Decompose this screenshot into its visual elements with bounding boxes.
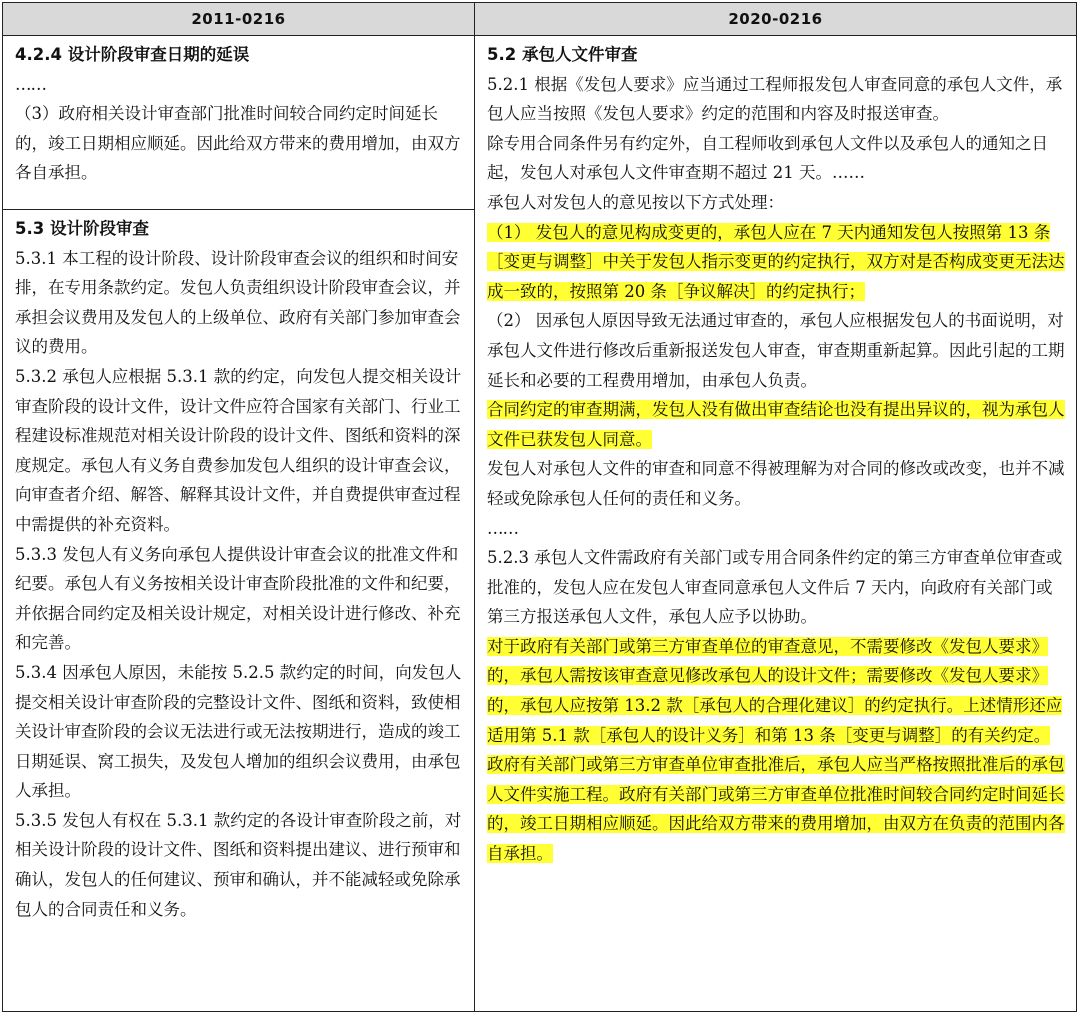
- handling-intro: 承包人对发包人的意见按以下方式处理：: [487, 192, 784, 212]
- highlight-item-1: （1） 发包人的意见构成变更的，承包人应在 7 天内通知发包人按照第 13 条［变更与调整］中关于发包人指示变更的约定执行，双方对是否构成变更无法达成一致的，按照第 20 条［争议解决］的约定执行；: [487, 222, 1065, 301]
- ellipsis: ……: [487, 518, 518, 538]
- clause-5-3-2: 5.3.2 承包人应根据 5.3.1 款的约定，向发包人提交相关设计审查阶段的设计文件，设计文件应符合国家有关部门、行业工程建设标准规范对相关设计阶段的设计文件、图纸和资料的深度规定。承包人有义务自费参加发包人组织的设计审查会议，向审查者介绍、解答、解释其设计文件，并自费提供审查过程中需提供的补充资料。: [15, 366, 462, 534]
- section-title-4-2-4: 4.2.4 设计阶段审查日期的延误: [15, 45, 250, 64]
- cell-4-2-4: [3, 36, 474, 210]
- column-2020: [475, 3, 1076, 1011]
- clause-5-2-3: 5.2.3 承包人文件需政府有关部门或专用合同条件约定的第三方审查单位审查或批准的，发包人应在发包人审查同意承包人文件后 7 天内，向政府有关部门或第三方报送承包人文件，承包人应予以协助。: [487, 548, 1063, 627]
- cell-5-3: [3, 210, 474, 928]
- gov-approval-paragraph: [487, 750, 1066, 868]
- highlight-deemed-approval: 合同约定的审查期满，发包人没有做出审查结论也没有提出异议的，视为承包人文件已获发包人同意。: [487, 400, 1065, 449]
- clause-4-2-4-3: （3）政府相关设计审查部门批准时间较合同约定时间延长的，竣工日期相应顺延。因此给双方带来的费用增加，由双方各自承担。: [15, 104, 461, 183]
- column-2011: [3, 3, 475, 1011]
- clause-5-3-1: 5.3.1 本工程的设计阶段、设计阶段审查会议的组织和时间安排，在专用条款约定。发包人负责组织设计阶段审查会议，并承担会议费用及发包人的上级单位、政府有关部门参加审查会议的费用。: [15, 248, 461, 357]
- highlight-gov-approval: 政府有关部门或第三方审查单位审查批准后，承包人应当严格按照批准后的承包人文件实施工程。政府有关部门或第三方审查单位批准时间较合同约定时间延长的，竣工日期相应顺延。因此给双方带来的费用增加，由双方在负责的范围内各自承担。: [487, 755, 1065, 864]
- clause-5-3-3: 5.3.3 发包人有义务向承包人提供设计审查会议的批准文件和纪要。承包人有义务按相关设计审查阶段批准的文件和纪要，并依据合同约定及相关设计规定，对相关设计进行修改、补充和完善。: [15, 544, 461, 653]
- section-title-5-3: 5.3 设计阶段审查: [15, 219, 149, 238]
- clause-5-3-4: 5.3.4 因承包人原因，未能按 5.2.5 款约定的时间，向发包人提交相关设计审查阶段的完整设计文件、图纸和资料，致使相关设计审查阶段的会议无法进行或无法按期进行，造成的竣工日期延误、窝工损失，及发包人增加的组织会议费用，由承包人承担。: [15, 662, 462, 801]
- no-relief-paragraph: 发包人对承包人文件的审查和同意不得被理解为对合同的修改或改变，也并不减轻或免除承包人任何的责任和义务。: [487, 459, 1065, 508]
- deemed-approval-paragraph: [487, 395, 1066, 454]
- cell-5-2: [475, 36, 1076, 873]
- ellipsis: ……: [15, 74, 46, 94]
- column-header-right: 2020-0216: [475, 3, 1076, 36]
- clause-5-3-5: 5.3.5 发包人有权在 5.3.1 款约定的各设计审查阶段之前，对相关设计阶段的设计文件、图纸和资料提出建议、进行预审和确认，发包人的任何建议、预审和确认，并不能减轻或免除承包人的合同责任和义务。: [15, 810, 462, 919]
- highlight-gov-opinion: 对于政府有关部门或第三方审查单位的审查意见，不需要修改《发包人要求》的，承包人需按该审查意见修改承包人的设计文件；需要修改《发包人要求》的，承包人应按第 13.2 款［承包人的合理化建议］的约定执行。上述情形还应适用第 5.1 款［承包人的设计义务］和第 13 条［变更与调整］的有关约定。: [487, 636, 1063, 745]
- review-period-paragraph: 除专用合同条件另有约定外，自工程师收到承包人文件以及承包人的通知之日起，发包人对承包人文件审查期不超过 21 天。……: [487, 133, 1048, 183]
- handling-item-1: [487, 218, 1066, 307]
- clause-5-2-1: 5.2.1 根据《发包人要求》应当通过工程师报发包人审查同意的承包人文件，承包人应当按照《发包人要求》约定的范围和内容及时报送审查。: [487, 74, 1063, 124]
- column-header-left: 2011-0216: [3, 3, 474, 36]
- gov-opinion-paragraph: [487, 632, 1066, 750]
- handling-item-2: （2） 因承包人原因导致无法通过审查的，承包人应根据发包人的书面说明，对承包人文件进行修改后重新报送发包人审查，审查期重新起算。因此引起的工期延长和必要的工程费用增加，由承包人负责。: [487, 311, 1065, 390]
- comparison-table: [2, 2, 1077, 1012]
- section-title-5-2: 5.2 承包人文件审查: [487, 45, 638, 64]
